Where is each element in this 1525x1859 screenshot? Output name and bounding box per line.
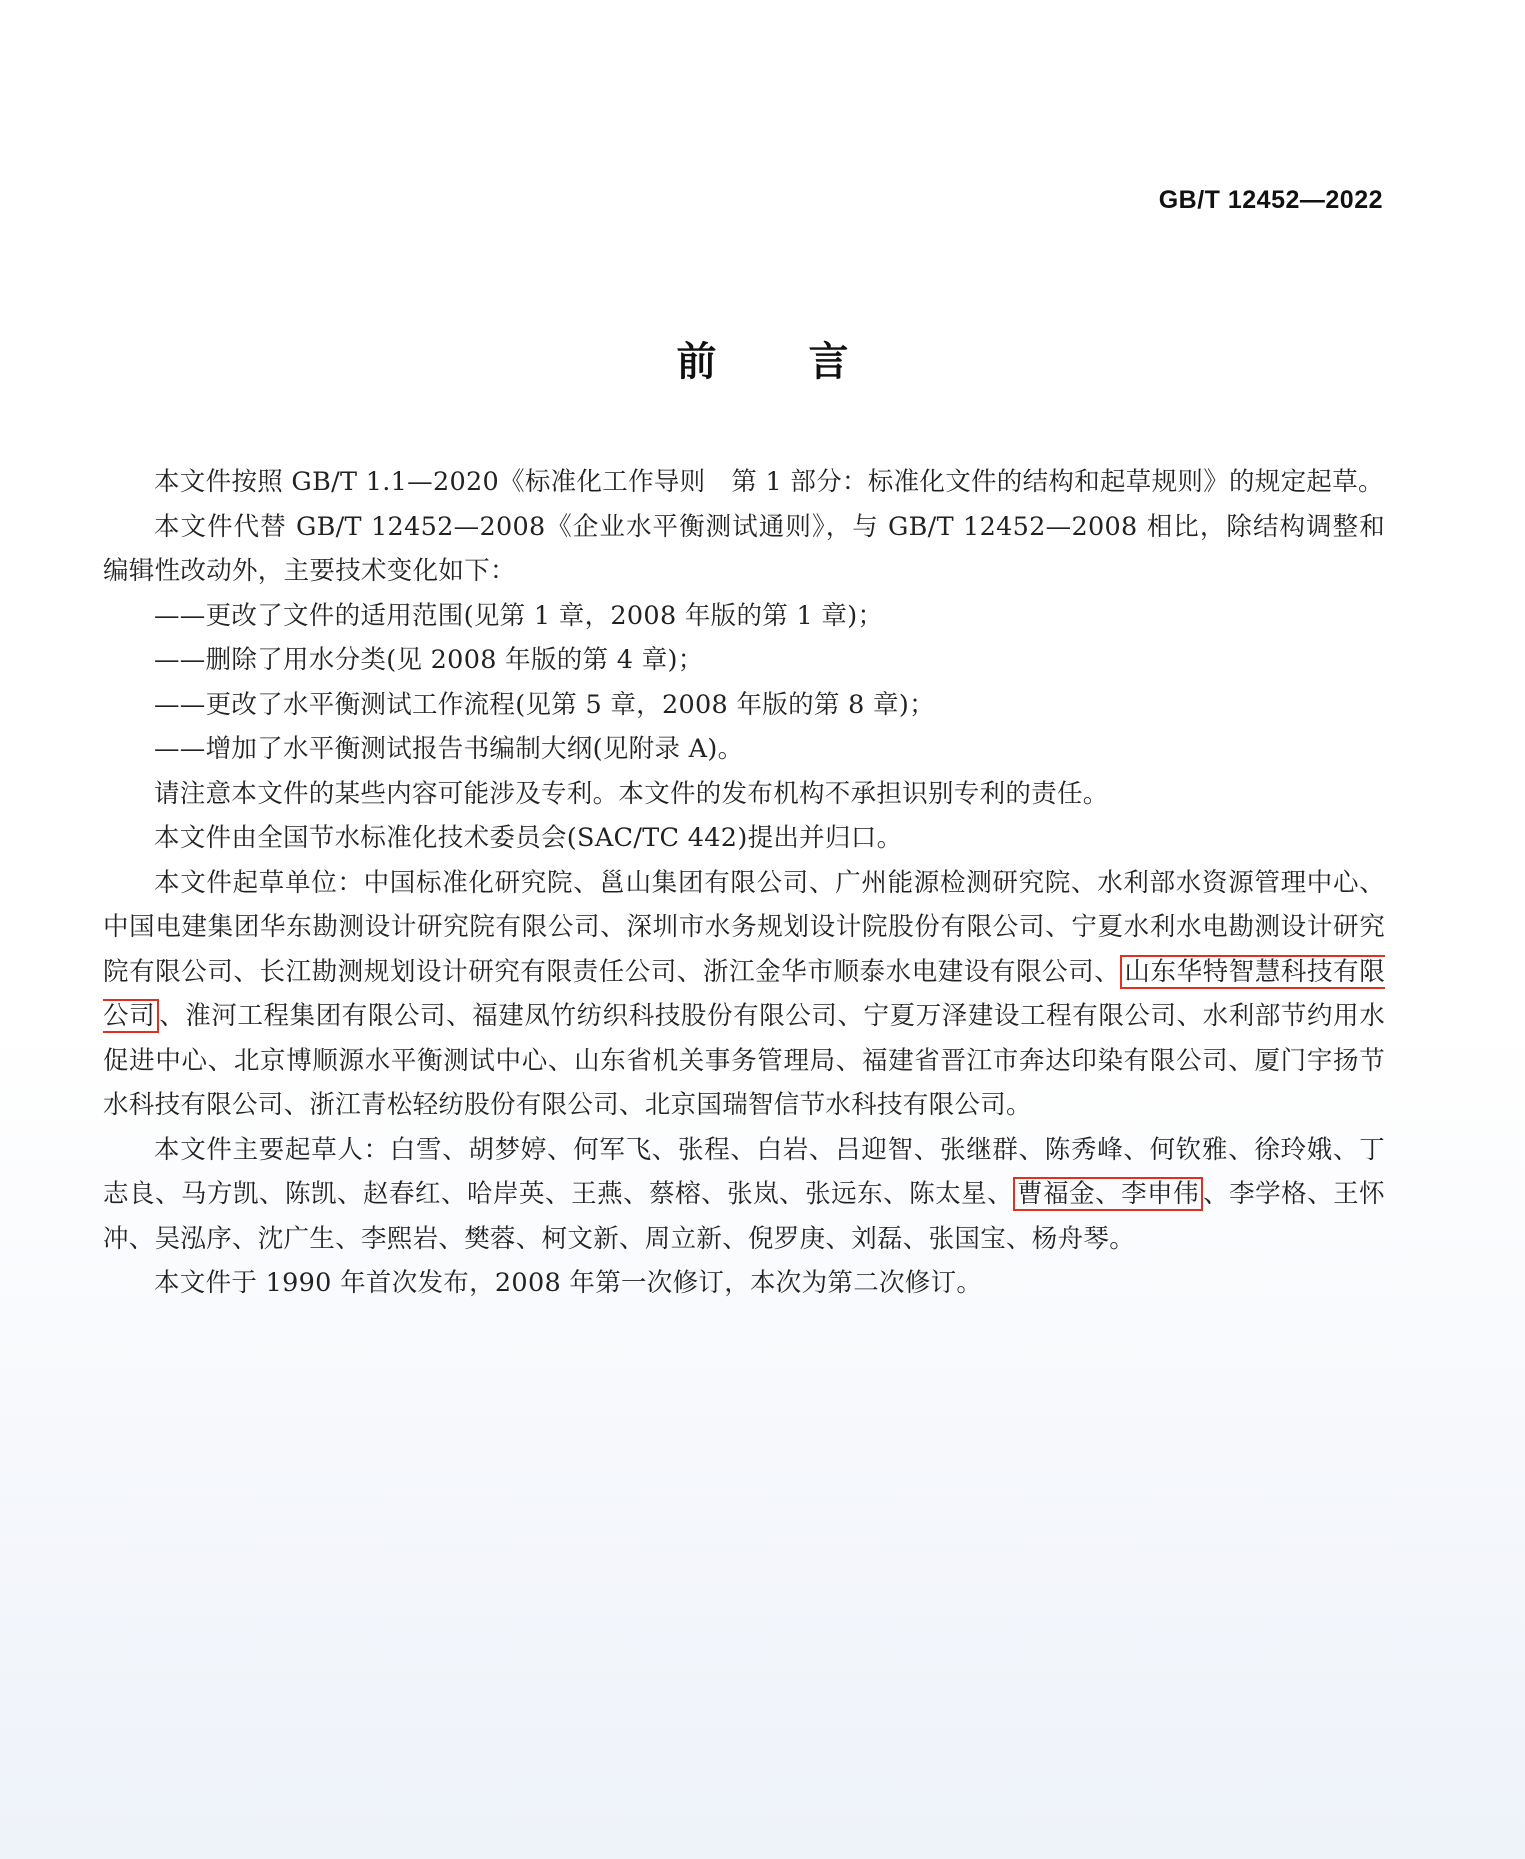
paragraph-proposer: 本文件由全国节水标准化技术委员会(SAC/TC 442)提出并归口。 bbox=[154, 823, 903, 853]
page-title bbox=[0, 330, 1525, 387]
paragraph-drafting-units bbox=[103, 861, 1385, 1128]
change-item: ——更改了水平衡测试工作流程(见第 5 章，2008 年版的第 8 章)； bbox=[154, 689, 935, 720]
drafters-text-before: 本文件主要起草人：白雪、胡梦婷、何军飞、张程、白岩、吕迎智、张继群、陈秀峰、何钦雅、徐玲娥、丁志良、马方凯、陈凯、赵春红、哈岸英、王燕、蔡榕、张岚、张远东、陈太星、 bbox=[103, 1134, 1385, 1209]
change-item: ——更改了文件的适用范围(见第 1 章，2008 年版的第 1 章)； bbox=[154, 600, 884, 631]
paragraph-drafting-basis: 本文件按照 GB/T 1.1—2020《标准化工作导则 第 1 部分：标准化文件的结构和起草规则》的规定起草。 bbox=[154, 467, 1384, 497]
paragraph-replacement: 本文件代替 GB/T 12452—2008《企业水平衡测试通则》，与 GB/T 12452—2008 相比，除结构调整和编辑性改动外，主要技术变化如下： bbox=[103, 511, 1385, 586]
change-item: ——增加了水平衡测试报告书编制大纲(见附录 A)。 bbox=[154, 734, 744, 764]
paragraph-revision-history: 本文件于 1990 年首次发布，2008 年第一次修订，本次为第二次修订。 bbox=[154, 1268, 983, 1298]
highlighted-drafters: 曹福金、李申伟 bbox=[1013, 1177, 1203, 1211]
change-item: ——删除了用水分类(见 2008 年版的第 4 章)； bbox=[154, 645, 704, 675]
title-char-2: 言 bbox=[808, 338, 849, 385]
paragraph-patent-notice: 请注意本文件的某些内容可能涉及专利。本文件的发布机构不承担识别专利的责任。 bbox=[154, 778, 1109, 809]
paragraph-drafters bbox=[103, 1128, 1385, 1262]
title-char-1: 前 bbox=[676, 338, 717, 385]
highlighted-unit: 山东华特智慧科技有限公司 bbox=[103, 956, 1385, 1031]
standard-code: GB/T 12452—2022 bbox=[1158, 186, 1383, 214]
units-text-after: 、淮河工程集团有限公司、福建凤竹纺织科技股份有限公司、宁夏万泽建设工程有限公司、水利部节约用水促进中心、北京博顺源水平衡测试中心、山东省机关事务管理局、福建省晋江市奔达印染有限公司、厦门宇扬节水科技有限公司、浙江青松轻纺股份有限公司、北京国瑞智信节水科技有限公司。 bbox=[103, 1001, 1385, 1120]
units-text-before: 本文件起草单位：中国标准化研究院、邕山集团有限公司、广州能源检测研究院、水利部水资源管理中心、中国电建集团华东勘测设计研究院有限公司、深圳市水务规划设计院股份有限公司、宁夏水利水电勘测设计研究院有限公司、长江勘测规划设计研究有限责任公司、浙江金华市顺泰水电建设有限公司、 bbox=[103, 867, 1385, 987]
drafters-text-after: 、李学格、王怀冲、吴泓序、沈广生、李熙岩、樊蓉、柯文新、周立新、倪罗庚、刘磊、张国宝、杨舟琴。 bbox=[103, 1179, 1385, 1254]
preface-body bbox=[103, 460, 1385, 1306]
